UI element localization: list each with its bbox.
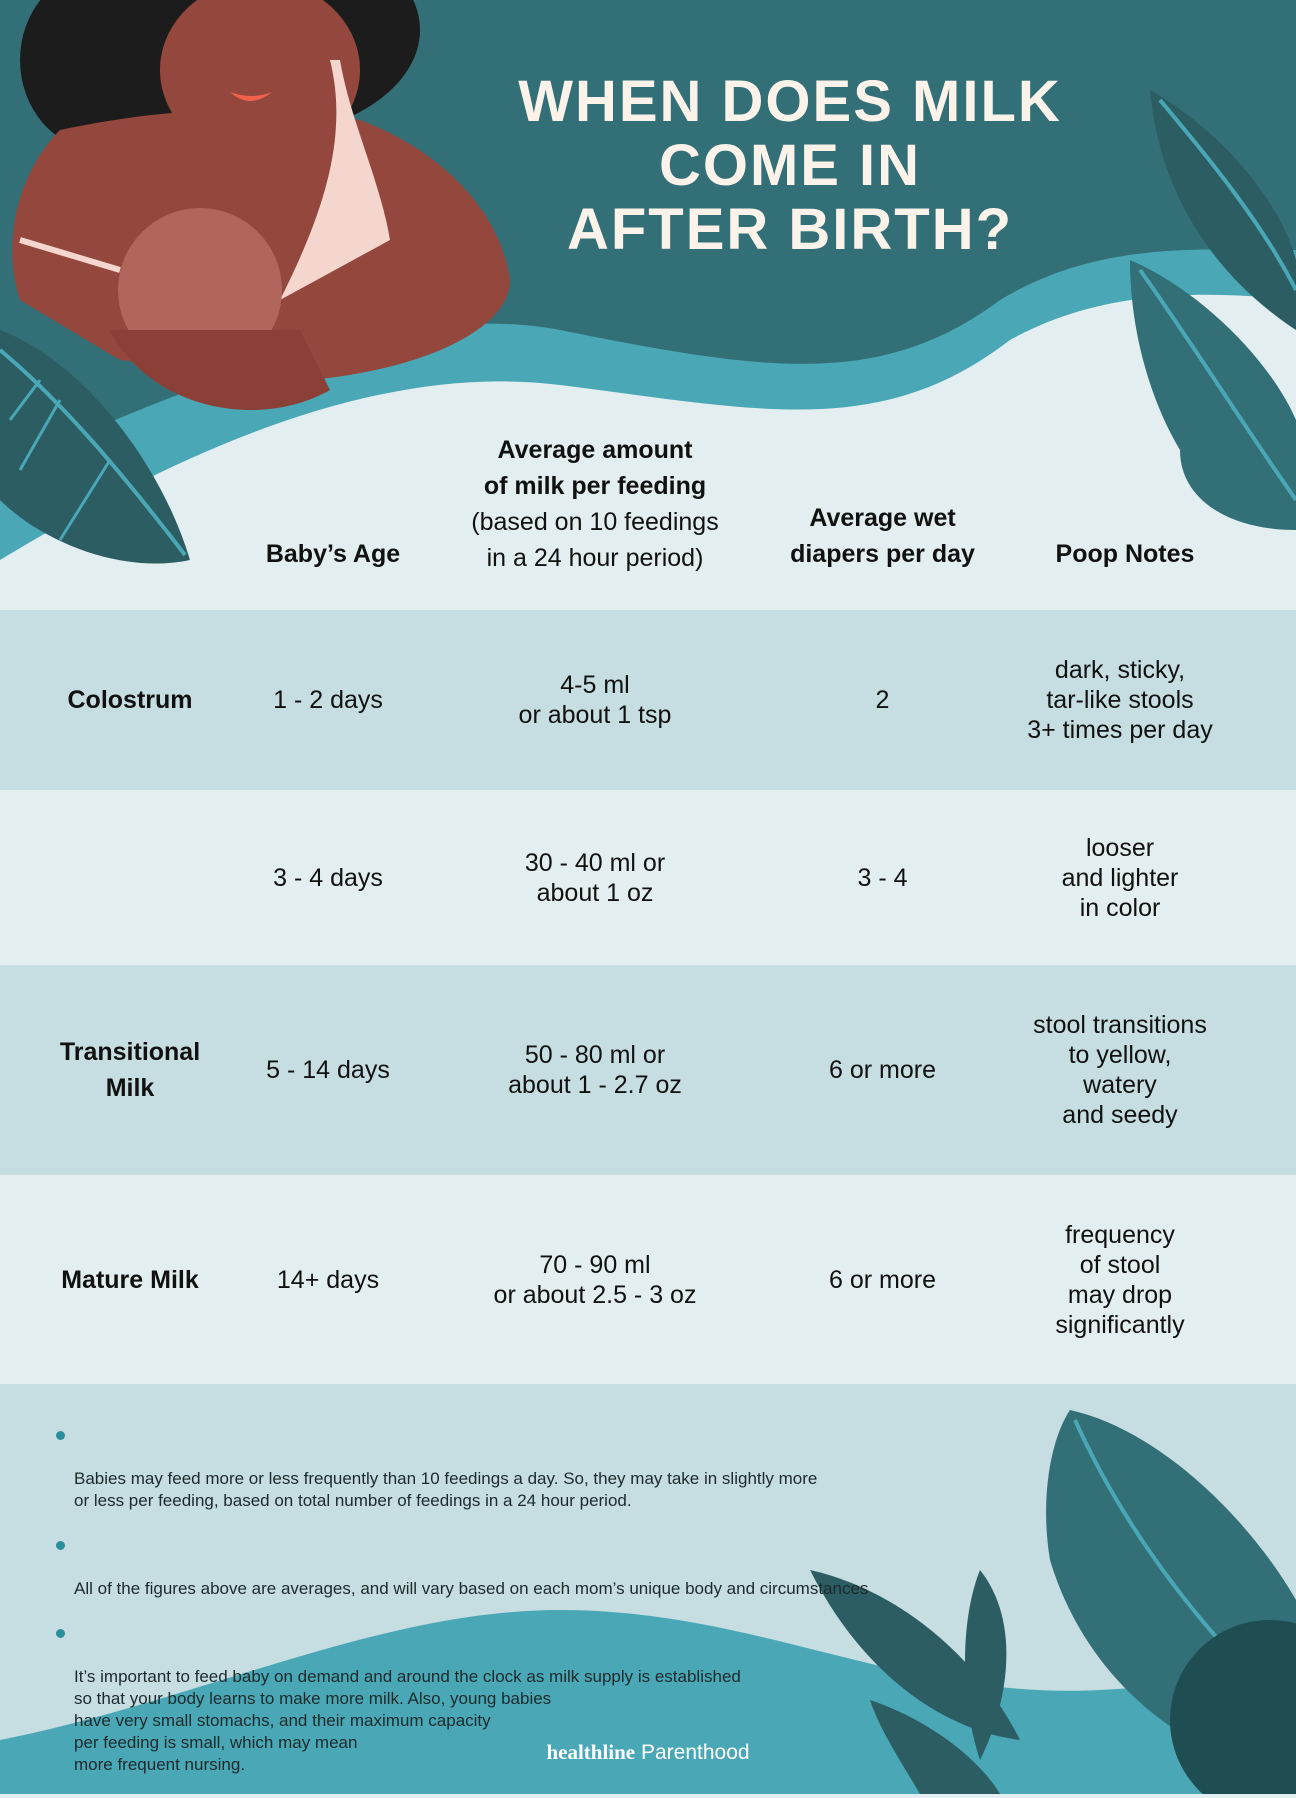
note-text: All of the figures above are averages, and will vary based on each mom’s unique body and circumstances [74, 1579, 869, 1598]
row-diapers: 6 or more [829, 1265, 936, 1294]
row-stage: Colostrum [67, 686, 193, 714]
list-item [56, 1424, 956, 1512]
table-row [0, 1175, 1296, 1384]
header-amount-sub-1: (based on 10 feedings [471, 508, 719, 536]
header-poop [1010, 536, 1240, 572]
header-poop-label: Poop Notes [1055, 540, 1195, 568]
header-diapers [760, 500, 1005, 572]
bullet-icon [56, 1541, 65, 1550]
brand-name: healthline [546, 1740, 636, 1764]
header-diapers-line-2: diapers per day [790, 540, 975, 568]
note-text: Babies may feed more or less frequently than 10 feedings a day. So, they may take in slightly more or less per feeding, based on total number of feedings in a 24 hour period. [74, 1469, 818, 1510]
page-title [470, 70, 1110, 262]
brand-logo [0, 1740, 1296, 1765]
row-stage: Transitional Milk [59, 1038, 201, 1102]
row-age: 14+ days [276, 1265, 380, 1294]
header-amount-line-2: of milk per feeding [483, 472, 707, 500]
row-stage: Mature Milk [61, 1265, 199, 1294]
title-line-1: WHEN DOES MILK [518, 69, 1062, 134]
row-age: 3 - 4 days [273, 863, 383, 892]
row-poop: frequency of stool may drop significantly [1055, 1220, 1185, 1339]
row-age: 5 - 14 days [266, 1056, 390, 1084]
table-row [0, 610, 1296, 790]
header-amount-line-1: Average amount [497, 436, 693, 464]
row-diapers: 3 - 4 [857, 863, 908, 892]
row-poop: looser and lighter in color [1061, 833, 1179, 922]
note-text: It’s important to feed baby on demand and around the clock as milk supply is established so that your body learns to make more milk. Also, young babies have very small stomachs, and their maximum capacity per feeding is small, which may mean more frequent nursing. [74, 1667, 741, 1774]
table-row [0, 965, 1296, 1175]
brand-sub: Parenthood [640, 1741, 750, 1764]
header-age-label: Baby’s Age [265, 540, 401, 568]
title-line-2: COME IN [658, 133, 922, 198]
table-row [0, 790, 1296, 965]
header-diapers-line-1: Average wet [809, 504, 956, 532]
row-amount: 70 - 90 ml or about 2.5 - 3 oz [493, 1250, 697, 1309]
row-amount: 4-5 ml or about 1 tsp [518, 671, 672, 729]
list-item [56, 1534, 956, 1600]
row-diapers: 6 or more [829, 1056, 936, 1084]
bullet-icon [56, 1431, 65, 1440]
row-age: 1 - 2 days [273, 686, 383, 714]
row-amount: 30 - 40 ml or about 1 oz [524, 848, 666, 907]
title-line-3: AFTER BIRTH? [566, 197, 1014, 262]
row-stage [20, 790, 240, 965]
bullet-icon [56, 1629, 65, 1638]
header-amount [440, 432, 750, 576]
header-age [228, 536, 438, 572]
header-amount-sub-2: in a 24 hour period) [486, 544, 704, 572]
row-poop: stool transitions to yellow, watery and seedy [1033, 1011, 1207, 1129]
row-diapers: 2 [875, 686, 890, 714]
row-amount: 50 - 80 ml or about 1 - 2.7 oz [508, 1041, 682, 1099]
row-poop: dark, sticky, tar-like stools 3+ times per day [1027, 656, 1213, 744]
